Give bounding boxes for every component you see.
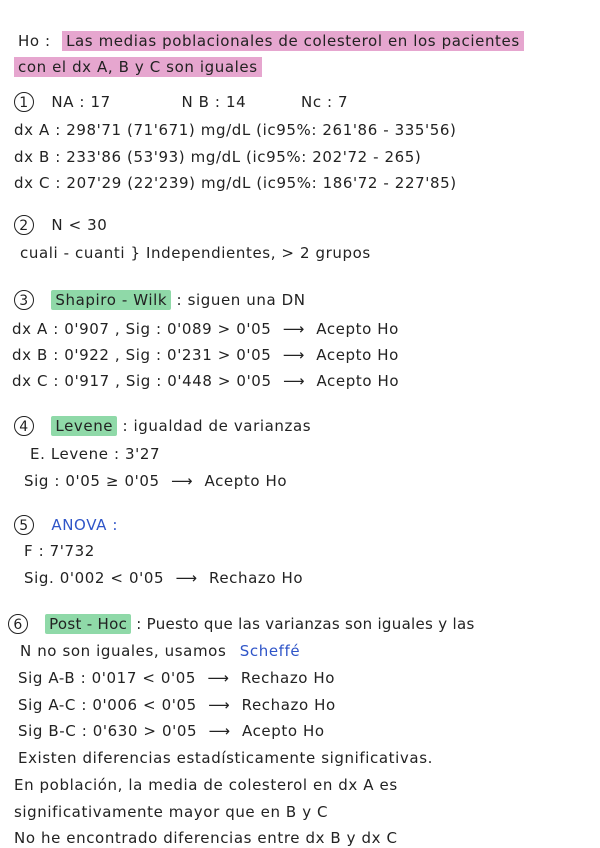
arrow-icon: ⟶	[175, 569, 198, 587]
arrow-icon: ⟶	[208, 722, 231, 740]
shapiro-row-c-label: dx C : 0'917 , Sig : 0'448 > 0'05	[12, 372, 272, 390]
shapiro-wilk-label: Shapiro - Wilk	[51, 290, 171, 310]
shapiro-row-c-result: Acepto Ho	[316, 372, 400, 390]
conclusion-3: significativamente mayor que en B y C	[14, 803, 329, 821]
levene-result: Acepto Ho	[204, 472, 288, 490]
section-6-header	[8, 614, 475, 634]
arrow-icon: ⟶	[282, 346, 305, 364]
descriptive-dx-c: dx C : 207'29 (22'239) mg/dL (ic95%: 186'72 - 227'85)	[14, 174, 457, 192]
arrow-icon: ⟶	[171, 472, 194, 490]
section-2-text: cuali - cuanti } Independientes, > 2 grupos	[20, 244, 371, 262]
section-2-title: N < 30	[51, 216, 108, 234]
levene-label: Levene	[51, 416, 117, 436]
posthoc-row-bc	[18, 721, 325, 741]
sample-size-c: Nc : 7	[301, 93, 349, 111]
shapiro-row-a	[12, 319, 399, 339]
section-3-number: 3	[14, 290, 34, 310]
arrow-icon: ⟶	[208, 696, 231, 714]
posthoc-row-ac-result: Rechazo Ho	[241, 696, 336, 714]
conclusion-2: En población, la media de colesterol en dx A es	[14, 776, 398, 794]
hypothesis-line-2	[14, 57, 262, 77]
section-4-header	[14, 416, 311, 436]
hypothesis-text-2: con el dx A, B y C son iguales	[14, 57, 262, 77]
shapiro-row-b	[12, 345, 399, 365]
posthoc-row-ac	[18, 695, 336, 715]
scheffe-label: Scheffé	[239, 642, 301, 660]
anova-sig-row	[24, 568, 303, 588]
descriptive-dx-a: dx A : 298'71 (71'671) mg/dL (ic95%: 261'86 - 335'56)	[14, 121, 457, 139]
descriptive-dx-b: dx B : 233'86 (53'93) mg/dL (ic95%: 202'72 - 265)	[14, 148, 422, 166]
shapiro-row-b-label: dx B : 0'922 , Sig : 0'231 > 0'05	[12, 346, 272, 364]
hypothesis-text-1: Las medias poblacionales de colesterol en los pacientes	[62, 31, 524, 51]
posthoc-row-bc-label: Sig B-C : 0'630 > 0'05	[18, 722, 198, 740]
conclusion-4: No he encontrado diferencias entre dx B y dx C	[14, 829, 398, 847]
section-4-number: 4	[14, 416, 34, 436]
anova-result: Rechazo Ho	[208, 569, 304, 587]
anova-f: F : 7'732	[24, 542, 95, 560]
section-3-desc: : siguen una DN	[176, 291, 306, 309]
levene-sig-row	[24, 471, 287, 491]
section-2-number: 2	[14, 215, 34, 235]
sample-size-b: N B : 14	[181, 93, 247, 111]
conclusion-1: Existen diferencias estadísticamente significativas.	[18, 749, 433, 767]
arrow-icon: ⟶	[282, 320, 305, 338]
anova-label: ANOVA :	[51, 516, 118, 534]
arrow-icon: ⟶	[207, 669, 230, 687]
arrow-icon: ⟶	[282, 372, 306, 390]
posthoc-row-ab-label: Sig A-B : 0'017 < 0'05	[18, 669, 197, 687]
posthoc-row-ab	[18, 668, 335, 688]
shapiro-row-c	[12, 371, 399, 391]
section-5-header	[14, 515, 118, 535]
section-6-text: N no son iguales, usamos	[20, 642, 227, 660]
section-6-desc: : Puesto que las varianzas son iguales y las	[136, 615, 475, 633]
section-2-header	[14, 215, 107, 235]
posthoc-row-bc-result: Acepto Ho	[241, 722, 325, 740]
section-6-number: 6	[8, 614, 28, 634]
posthoc-row-ac-label: Sig A-C : 0'006 < 0'05	[18, 696, 197, 714]
shapiro-row-b-result: Acepto Ho	[316, 346, 399, 364]
levene-sig: Sig : 0'05 ≥ 0'05	[24, 472, 160, 490]
section-5-number: 5	[14, 515, 34, 535]
anova-sig: Sig. 0'002 < 0'05	[24, 569, 165, 587]
posthoc-row-ab-result: Rechazo Ho	[240, 669, 336, 687]
section-6-line-2	[20, 641, 300, 661]
post-hoc-label: Post - Hoc	[45, 614, 131, 634]
hypothesis-line-1	[18, 31, 524, 51]
section-4-desc: : igualdad de varianzas	[122, 417, 312, 435]
section-1-header	[14, 92, 348, 112]
levene-stat: E. Levene : 3'27	[30, 445, 161, 463]
shapiro-row-a-label: dx A : 0'907 , Sig : 0'089 > 0'05	[12, 320, 272, 338]
sample-size-a: NA : 17	[51, 93, 111, 111]
section-1-number: 1	[14, 92, 34, 112]
shapiro-row-a-result: Acepto Ho	[316, 320, 399, 338]
section-3-header	[14, 290, 306, 310]
hypothesis-label: Ho :	[18, 32, 51, 50]
